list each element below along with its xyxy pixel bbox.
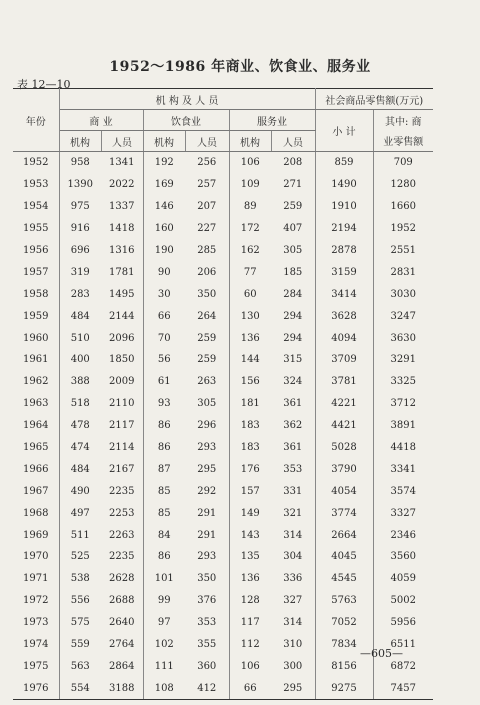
cell-catering-inst: 93 xyxy=(157,398,171,410)
cell-catering-inst: 86 xyxy=(157,442,171,454)
cell-catering-inst: 56 xyxy=(157,354,171,366)
cell-service-staff: 305 xyxy=(271,240,315,262)
cell-service-staff: 304 xyxy=(271,546,315,568)
cell-catering-staff: 293 xyxy=(185,437,229,459)
cell-catering-staff: 256 xyxy=(185,152,229,174)
cell-retail-subtotal: 3414 xyxy=(315,283,373,305)
cell-commerce-staff: 2110 xyxy=(101,393,143,415)
cell-commerce-inst: 497 xyxy=(70,507,90,519)
cell-commerce-inst: 518 xyxy=(70,398,90,410)
table-row xyxy=(13,524,433,546)
table-row xyxy=(13,196,433,218)
cell-catering-inst: 30 xyxy=(157,288,171,300)
cell-catering-staff: 350 xyxy=(185,568,229,590)
table-row xyxy=(13,480,433,502)
cell-commerce-staff: 2009 xyxy=(101,371,143,393)
cell-catering-staff: 263 xyxy=(185,371,229,393)
cell-service-staff: 407 xyxy=(271,218,315,240)
cell-year: 1957 xyxy=(13,261,59,283)
cell-commerce-inst: 556 xyxy=(70,595,90,607)
cell-retail-subtotal: 5028 xyxy=(315,437,373,459)
cell-service-staff: 321 xyxy=(271,502,315,524)
cell-commerce-inst: 490 xyxy=(70,485,90,497)
cell-commerce-inst: 484 xyxy=(70,463,90,475)
cell-commerce-inst: 510 xyxy=(70,332,90,344)
cell-retail-commerce: 4418 xyxy=(390,442,416,454)
cell-commerce-inst: 511 xyxy=(70,529,90,541)
cell-year: 1960 xyxy=(13,327,59,349)
cell-retail-subtotal: 3781 xyxy=(315,371,373,393)
cell-service-inst: 106 xyxy=(240,157,260,169)
cell-retail-subtotal: 859 xyxy=(315,152,373,174)
cell-retail-subtotal: 8156 xyxy=(315,655,373,677)
table-row xyxy=(13,327,433,349)
cell-commerce-staff: 2235 xyxy=(101,480,143,502)
cell-year: 1972 xyxy=(13,590,59,612)
cell-commerce-staff: 2022 xyxy=(101,174,143,196)
cell-commerce-inst: 575 xyxy=(70,617,90,629)
table-row xyxy=(13,240,433,262)
table-row xyxy=(13,590,433,612)
cell-commerce-inst: 958 xyxy=(70,157,90,169)
cell-commerce-staff: 2253 xyxy=(101,502,143,524)
cell-retail-commerce: 3560 xyxy=(390,551,416,563)
table-row xyxy=(13,152,433,174)
cell-service-staff: 185 xyxy=(271,261,315,283)
cell-service-inst: 176 xyxy=(240,463,260,475)
table-row xyxy=(13,677,433,699)
cell-year: 1955 xyxy=(13,218,59,240)
cell-commerce-inst: 484 xyxy=(70,310,90,322)
table-row xyxy=(13,546,433,568)
cell-commerce-staff: 1418 xyxy=(101,218,143,240)
cell-commerce-staff: 2114 xyxy=(101,437,143,459)
cell-retail-subtotal: 2878 xyxy=(315,240,373,262)
cell-commerce-staff: 2167 xyxy=(101,458,143,480)
cell-retail-commerce: 3327 xyxy=(390,507,416,519)
cell-retail-subtotal: 2664 xyxy=(315,524,373,546)
cell-year: 1966 xyxy=(13,458,59,480)
cell-retail-subtotal: 3709 xyxy=(315,349,373,371)
cell-catering-staff: 207 xyxy=(185,196,229,218)
table-number: 表 12—10 xyxy=(17,78,71,91)
cell-catering-staff: 291 xyxy=(185,502,229,524)
cell-retail-subtotal: 5763 xyxy=(315,590,373,612)
cell-commerce-inst: 554 xyxy=(59,677,101,699)
cell-catering-inst: 61 xyxy=(157,376,171,388)
cell-service-inst: 109 xyxy=(240,179,260,191)
table-title: 1952～1986 年商业、饮食业、服务业 xyxy=(109,59,371,75)
cell-service-inst: 181 xyxy=(240,398,260,410)
cell-year: 1976 xyxy=(13,677,59,699)
cell-service-inst: 135 xyxy=(240,551,260,563)
cell-retail-commerce: 7457 xyxy=(373,677,433,699)
header-inst: 机构 xyxy=(229,131,271,152)
table-row xyxy=(13,502,433,524)
cell-service-inst: 136 xyxy=(240,332,260,344)
cell-retail-commerce: 3030 xyxy=(390,288,416,300)
cell-service-staff: 324 xyxy=(271,371,315,393)
cell-catering-staff: 259 xyxy=(185,349,229,371)
cell-service-staff: 331 xyxy=(271,480,315,502)
cell-commerce-staff: 2263 xyxy=(101,524,143,546)
table-row xyxy=(13,349,433,371)
cell-service-staff: 271 xyxy=(271,174,315,196)
cell-commerce-staff: 1495 xyxy=(101,283,143,305)
cell-retail-subtotal: 3774 xyxy=(315,502,373,524)
cell-catering-inst: 108 xyxy=(143,677,185,699)
cell-year: 1958 xyxy=(13,283,59,305)
cell-catering-staff: 206 xyxy=(185,261,229,283)
cell-retail-commerce: 3341 xyxy=(390,463,416,475)
cell-year: 1975 xyxy=(13,655,59,677)
cell-retail-subtotal: 7052 xyxy=(315,612,373,634)
cell-retail-commerce: 5956 xyxy=(390,617,416,629)
cell-commerce-staff: 2235 xyxy=(101,546,143,568)
cell-commerce-staff: 1337 xyxy=(101,196,143,218)
table-row xyxy=(13,305,433,327)
cell-retail-subtotal: 3628 xyxy=(315,305,373,327)
cell-catering-staff: 257 xyxy=(185,174,229,196)
cell-service-staff: 259 xyxy=(271,196,315,218)
cell-year: 1959 xyxy=(13,305,59,327)
cell-catering-inst: 99 xyxy=(157,595,171,607)
cell-retail-commerce: 1280 xyxy=(390,179,416,191)
cell-service-inst: 89 xyxy=(243,201,257,213)
cell-commerce-staff: 2117 xyxy=(101,415,143,437)
cell-retail-commerce: 3891 xyxy=(390,420,416,432)
cell-commerce-inst: 283 xyxy=(70,288,90,300)
cell-retail-subtotal: 7834 xyxy=(315,634,373,656)
cell-year: 1956 xyxy=(13,240,59,262)
cell-service-inst: 157 xyxy=(240,485,260,497)
cell-retail-subtotal: 4421 xyxy=(315,415,373,437)
cell-retail-subtotal: 4221 xyxy=(315,393,373,415)
cell-retail-subtotal: 4045 xyxy=(315,546,373,568)
cell-year: 1964 xyxy=(13,415,59,437)
cell-service-staff: 295 xyxy=(271,677,315,699)
cell-catering-staff: 292 xyxy=(185,480,229,502)
header-staff: 人员 xyxy=(271,131,315,152)
header-commerce: 商 业 xyxy=(59,110,143,131)
cell-catering-staff: 412 xyxy=(185,677,229,699)
cell-retail-commerce: 3291 xyxy=(390,354,416,366)
cell-service-staff: 310 xyxy=(271,634,315,656)
cell-service-staff: 353 xyxy=(271,458,315,480)
cell-commerce-staff: 1850 xyxy=(101,349,143,371)
cell-service-inst: 112 xyxy=(240,639,260,651)
cell-retail-subtotal: 9275 xyxy=(315,677,373,699)
header-inst: 机构 xyxy=(143,131,185,152)
cell-year: 1962 xyxy=(13,371,59,393)
header-retail: 社会商品零售额(万元) xyxy=(315,89,433,110)
table-row xyxy=(13,174,433,196)
cell-commerce-staff: 2764 xyxy=(101,634,143,656)
table-row xyxy=(13,458,433,480)
cell-retail-subtotal: 4094 xyxy=(315,327,373,349)
table-row xyxy=(13,568,433,590)
table-row xyxy=(13,415,433,437)
cell-retail-commerce: 6872 xyxy=(390,660,416,672)
cell-service-inst: 156 xyxy=(240,376,260,388)
header-staff: 人员 xyxy=(101,131,143,152)
cell-catering-staff: 293 xyxy=(185,546,229,568)
table-row xyxy=(13,261,433,283)
cell-commerce-staff: 2628 xyxy=(101,568,143,590)
cell-catering-inst: 190 xyxy=(154,245,174,256)
cell-catering-staff: 227 xyxy=(185,218,229,240)
cell-catering-staff: 305 xyxy=(185,393,229,415)
cell-commerce-inst: 696 xyxy=(70,245,90,256)
header-of-which-line2: 业零售额 xyxy=(373,131,433,152)
cell-catering-inst: 86 xyxy=(157,551,171,563)
cell-catering-inst: 111 xyxy=(154,660,174,672)
cell-retail-commerce: 6511 xyxy=(390,639,416,651)
table-row xyxy=(13,218,433,240)
cell-service-staff: 362 xyxy=(271,415,315,437)
cell-commerce-staff: 1316 xyxy=(101,240,143,262)
cell-year: 1967 xyxy=(13,480,59,502)
cell-service-inst: 183 xyxy=(240,420,260,432)
cell-year: 1953 xyxy=(13,174,59,196)
cell-service-inst: 66 xyxy=(229,677,271,699)
cell-commerce-staff: 1341 xyxy=(101,152,143,174)
cell-commerce-inst: 916 xyxy=(70,223,90,235)
header-staff: 人员 xyxy=(185,131,229,152)
cell-catering-inst: 84 xyxy=(157,529,171,541)
table-row xyxy=(13,393,433,415)
cell-year: 1973 xyxy=(13,612,59,634)
cell-retail-commerce: 2551 xyxy=(390,245,416,256)
cell-catering-inst: 85 xyxy=(157,485,171,497)
cell-catering-inst: 102 xyxy=(154,639,174,651)
cell-retail-commerce: 3712 xyxy=(390,398,416,410)
cell-year: 1952 xyxy=(13,152,59,174)
cell-commerce-inst: 474 xyxy=(70,442,90,454)
cell-catering-inst: 101 xyxy=(154,573,174,585)
cell-retail-commerce: 3247 xyxy=(390,310,416,322)
cell-commerce-inst: 538 xyxy=(70,573,90,585)
cell-catering-inst: 169 xyxy=(154,179,174,191)
cell-commerce-inst: 1390 xyxy=(67,179,93,191)
cell-catering-staff: 360 xyxy=(185,655,229,677)
cell-retail-commerce: 2346 xyxy=(390,529,416,541)
cell-retail-commerce: 3325 xyxy=(390,376,416,388)
cell-service-inst: 60 xyxy=(243,288,257,300)
cell-service-inst: 128 xyxy=(240,595,260,607)
cell-year: 1969 xyxy=(13,524,59,546)
cell-retail-commerce: 5002 xyxy=(390,595,416,607)
cell-service-inst: 136 xyxy=(240,573,260,585)
cell-service-inst: 149 xyxy=(240,507,260,519)
cell-commerce-staff: 1781 xyxy=(101,261,143,283)
cell-retail-subtotal: 2194 xyxy=(315,218,373,240)
cell-retail-subtotal: 4545 xyxy=(315,568,373,590)
cell-retail-subtotal: 3790 xyxy=(315,458,373,480)
table-row xyxy=(13,612,433,634)
cell-retail-commerce: 3574 xyxy=(390,485,416,497)
cell-service-staff: 327 xyxy=(271,590,315,612)
cell-catering-inst: 90 xyxy=(157,266,171,278)
cell-service-staff: 336 xyxy=(271,568,315,590)
cell-commerce-staff: 2144 xyxy=(101,305,143,327)
cell-service-staff: 361 xyxy=(271,393,315,415)
cell-service-inst: 143 xyxy=(240,529,260,541)
cell-catering-staff: 353 xyxy=(185,612,229,634)
header-group: 机 构 及 人 员 xyxy=(59,89,315,110)
cell-commerce-staff: 2640 xyxy=(101,612,143,634)
cell-retail-commerce: 3630 xyxy=(390,332,416,344)
cell-year: 1974 xyxy=(13,634,59,656)
cell-service-staff: 294 xyxy=(271,327,315,349)
header-subtotal: 小 计 xyxy=(315,110,373,152)
cell-retail-subtotal: 1910 xyxy=(315,196,373,218)
cell-catering-staff: 285 xyxy=(185,240,229,262)
cell-catering-inst: 192 xyxy=(154,157,174,169)
cell-service-inst: 106 xyxy=(240,660,260,672)
cell-year: 1971 xyxy=(13,568,59,590)
cell-catering-inst: 66 xyxy=(157,310,171,322)
cell-commerce-staff: 2096 xyxy=(101,327,143,349)
cell-service-staff: 284 xyxy=(271,283,315,305)
cell-service-staff: 314 xyxy=(271,524,315,546)
cell-retail-commerce: 709 xyxy=(393,157,413,169)
cell-retail-commerce: 4059 xyxy=(390,573,416,585)
cell-service-staff: 300 xyxy=(271,655,315,677)
cell-commerce-staff: 2864 xyxy=(101,655,143,677)
cell-year: 1970 xyxy=(13,546,59,568)
header-catering: 饮食业 xyxy=(143,110,229,131)
cell-commerce-inst: 563 xyxy=(70,660,90,672)
cell-service-inst: 117 xyxy=(240,617,260,629)
cell-retail-subtotal: 1490 xyxy=(315,174,373,196)
cell-catering-staff: 355 xyxy=(185,634,229,656)
cell-commerce-inst: 975 xyxy=(70,201,90,213)
cell-catering-staff: 296 xyxy=(185,415,229,437)
cell-commerce-inst: 525 xyxy=(70,551,90,563)
cell-service-inst: 144 xyxy=(240,354,260,366)
cell-service-inst: 172 xyxy=(240,223,260,235)
cell-catering-inst: 86 xyxy=(157,420,171,432)
cell-catering-staff: 264 xyxy=(185,305,229,327)
cell-service-inst: 162 xyxy=(240,245,260,256)
cell-commerce-inst: 478 xyxy=(70,420,90,432)
cell-year: 1963 xyxy=(13,393,59,415)
cell-year: 1961 xyxy=(13,349,59,371)
cell-retail-subtotal: 3159 xyxy=(315,261,373,283)
cell-commerce-staff: 3188 xyxy=(101,677,143,699)
cell-catering-staff: 350 xyxy=(185,283,229,305)
cell-commerce-inst: 319 xyxy=(70,266,90,278)
cell-commerce-inst: 388 xyxy=(70,376,90,388)
cell-catering-staff: 259 xyxy=(185,327,229,349)
cell-catering-inst: 146 xyxy=(154,201,174,213)
cell-year: 1965 xyxy=(13,437,59,459)
page-number: —605— xyxy=(360,647,403,660)
cell-year: 1954 xyxy=(13,196,59,218)
header-of-which-line1: 其中: 商 xyxy=(384,116,422,128)
cell-catering-inst: 85 xyxy=(157,507,171,519)
cell-service-staff: 315 xyxy=(271,349,315,371)
cell-catering-inst: 160 xyxy=(154,223,174,235)
table-row xyxy=(13,437,433,459)
cell-catering-staff: 295 xyxy=(185,458,229,480)
cell-catering-staff: 376 xyxy=(185,590,229,612)
cell-service-inst: 183 xyxy=(240,442,260,454)
cell-service-inst: 130 xyxy=(240,310,260,322)
cell-catering-staff: 291 xyxy=(185,524,229,546)
cell-catering-inst: 87 xyxy=(157,463,171,475)
cell-commerce-inst: 559 xyxy=(70,639,90,651)
header-inst: 机构 xyxy=(59,131,101,152)
cell-catering-inst: 70 xyxy=(157,332,171,344)
cell-catering-inst: 97 xyxy=(157,617,171,629)
table-row xyxy=(13,371,433,393)
table-row xyxy=(13,283,433,305)
data-table xyxy=(13,88,433,700)
cell-service-staff: 208 xyxy=(271,152,315,174)
cell-commerce-staff: 2688 xyxy=(101,590,143,612)
cell-retail-commerce: 1952 xyxy=(390,223,416,235)
cell-retail-commerce: 1660 xyxy=(390,201,416,213)
cell-service-staff: 361 xyxy=(271,437,315,459)
cell-retail-commerce: 2831 xyxy=(390,266,416,278)
cell-service-inst: 77 xyxy=(243,266,257,278)
cell-service-staff: 314 xyxy=(271,612,315,634)
cell-commerce-inst: 400 xyxy=(70,354,90,366)
cell-service-staff: 294 xyxy=(271,305,315,327)
cell-year: 1968 xyxy=(13,502,59,524)
cell-retail-subtotal: 4054 xyxy=(315,480,373,502)
header-service: 服务业 xyxy=(229,110,315,131)
header-year: 年份 xyxy=(13,89,59,152)
